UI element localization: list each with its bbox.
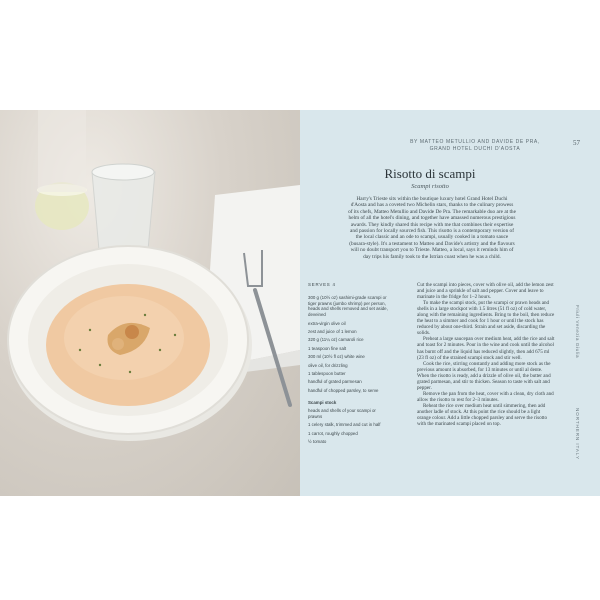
ingredient-item: 300 g (10½ oz) sashimi-grade scampi or tiger prawns (jumbo shrimp) per person, heads and shells removed and set aside, deveined (308, 294, 388, 318)
stock-item: 1 celery stalk, trimmed and cut in half (308, 422, 381, 428)
ingredient-item: 1 tablespoon butter (308, 370, 346, 376)
method-paragraph: To make the scampi stock, put the scampi or prawn heads and shells in a large stockpot with 1.5 litres (51 fl oz) of cold water, along with the remaining ingredients. Bring to the boil, then reduce the heat to a simmer and cook for 1 hour or until the stock has reduced by about one-third. Strain and set aside, discarding the solids. (417, 300, 555, 337)
book-spread (0, 110, 600, 496)
method-text (417, 282, 555, 427)
parsley-speck (99, 364, 101, 366)
scampi-piece (112, 338, 124, 350)
intro-paragraph: Harry's Trieste sits within the boutique luxury hotel Grand Hotel Duchi d'Aosta and has a coveted two Michelin stars, thanks to the culinary prowess of its chefs, Matteo Metullio and Davide De Pra. The remarkable duo are at the helm of all the hotel's dining, and together have amassed numerous prestigious awards. They kindly shared this recipe with me that combines their expertise and passion for locally sourced fish. This risotto is a contemporary version of the local classic and an ode to scampi, usually cooked in a tomato sauce (busara-style). It's a testament to Matteo and Davide's artistry and the flavours will no doubt transport you to Trieste. Matteo, a local, says it reminds him of day trips his family took to the Istrian coast when he was a child. (348, 196, 516, 260)
ingredient-item: 1 teaspoon fine salt (308, 345, 347, 351)
water-glass (92, 172, 155, 250)
ingredient-item: olive oil, for drizzling (308, 362, 348, 368)
section-label-text: NORTHERN ITALY (575, 408, 580, 460)
stock-heading: Scampi stock (308, 399, 337, 405)
method-paragraph: Preheat a large saucepan over medium heat, add the rice and salt and toast for 2 minutes. Pour in the wine and cook until the alcohol has burnt off and the liquid has reduced slightly, then add 675 ml (23 fl oz) of the strained scampi stock and stir well. (417, 336, 555, 361)
ingredient-item: handful of grated parmesan (308, 379, 362, 385)
ingredient-item: handful of chopped parsley, to serve (308, 387, 379, 393)
ingredient-item: 320 g (11¼ oz) carnaroli rice (308, 337, 364, 343)
section-label (574, 408, 580, 468)
ingredients-list (308, 282, 388, 448)
parsley-speck (144, 314, 146, 316)
parsley-speck (79, 349, 81, 351)
recipe-page (300, 110, 600, 496)
byline: BY MATTEO METULLIO AND DAVIDE DE PRA, GRAND HOTEL DUCHI D'AOSTA (410, 139, 540, 152)
ingredient-item: extra-virgin olive oil (308, 320, 346, 326)
method-paragraph: Cook the rice, stirring constantly and adding more stock as the previous amount is absorbed, for 13 minutes or until al dente. When the risotto is ready, add a drizzle of olive oil, the butter and grated parmesan, and stir to thicken. Season to taste with salt and pepper. (417, 360, 551, 391)
water-glass-rim (92, 164, 154, 180)
parsley-speck (174, 334, 176, 336)
wine-glass-bowl (38, 110, 86, 192)
method-paragraph: Cut the scampi into pieces, cover with olive oil, add the lemon zest and juice and a sprinkle of salt and pepper. Cover and leave to marinate in the fridge for 1–2 hours. (417, 282, 554, 301)
stock-item: ½ tomato (308, 439, 327, 445)
ingredient-item: zest and juice of 1 lemon (308, 328, 357, 334)
parsley-speck (159, 349, 161, 351)
recipe-subtitle: Scampi risotto (411, 183, 449, 190)
stock-item: 1 carrot, roughly chopped (308, 430, 358, 436)
method-paragraph: Reheat the rice over medium heat until simmering, then add another ladle of stock. At this point the rice should be a light orange colour. Add a little chopped parsley and serve the risotto with the marinated scampi placed on top. (417, 402, 547, 428)
page-number: 57 (573, 139, 580, 147)
serves-label: SERVES 4 (308, 282, 336, 287)
ingredient-item: 300 ml (10½ fl oz) white wine (308, 354, 365, 360)
scampi-piece (125, 325, 139, 339)
parsley-speck (89, 329, 91, 331)
stock-item: heads and shells of your scampi or prawns (308, 408, 376, 420)
region-label-text: Friuli Venezia Giulia (575, 305, 580, 359)
risotto-photo-icon (0, 110, 300, 496)
parsley-speck (129, 371, 131, 373)
region-label (574, 305, 580, 375)
risotto-photo (0, 110, 300, 496)
method-paragraph: Remove the pan from the heat, cover with a clean, dry cloth and allow the risotto to rest for 2–3 minutes. (417, 390, 554, 403)
recipe-title: Risotto di scampi (384, 166, 476, 181)
